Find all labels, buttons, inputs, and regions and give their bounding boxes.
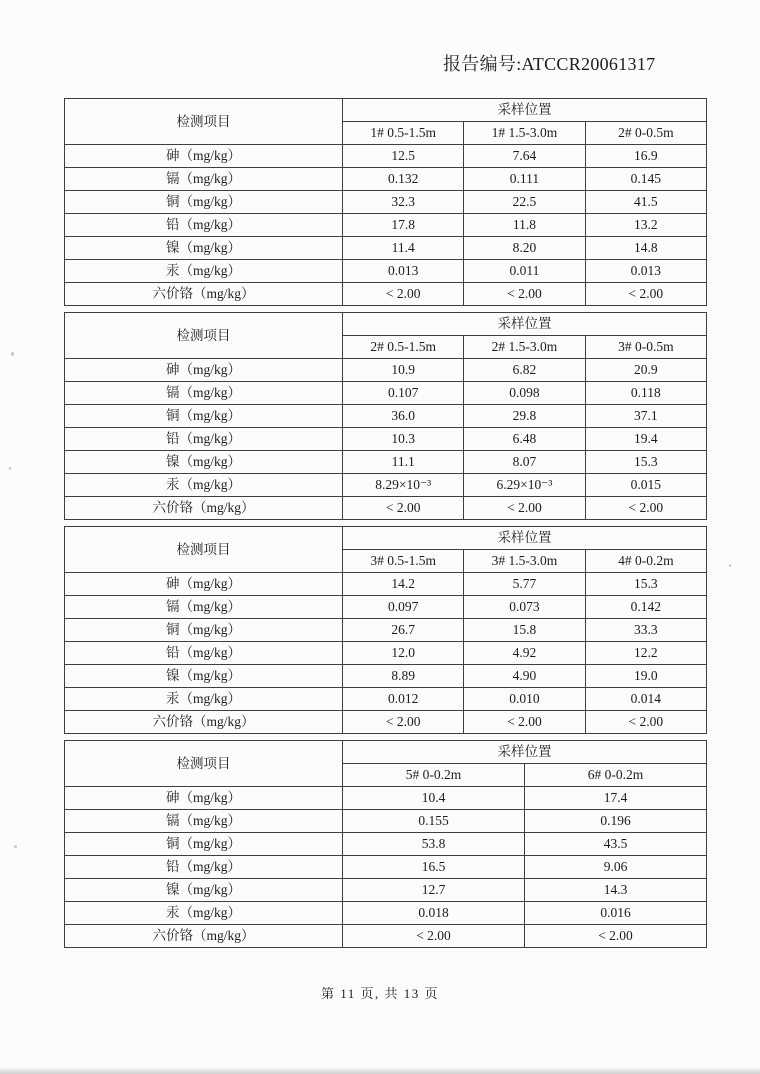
item-label-cell: 镉（mg/kg） (65, 810, 343, 833)
table-row (65, 688, 707, 711)
value-cell: 0.014 (585, 688, 706, 711)
value-cell: 4.90 (464, 665, 585, 688)
value-cell: 11.8 (464, 214, 585, 237)
value-cell: 10.4 (343, 787, 525, 810)
value-cell: 43.5 (525, 833, 707, 856)
sample-table-3 (64, 526, 707, 734)
scan-speckle (14, 845, 17, 848)
column-header-cell: 3# 0.5-1.5m (343, 550, 464, 573)
item-label-cell: 六价铬（mg/kg） (65, 283, 343, 306)
sample-table-4 (64, 740, 707, 948)
value-cell: 8.20 (464, 237, 585, 260)
value-cell: < 2.00 (464, 283, 585, 306)
value-cell: < 2.00 (343, 711, 464, 734)
value-cell: 0.155 (343, 810, 525, 833)
tables-container (64, 98, 707, 954)
item-label-cell: 铜（mg/kg） (65, 191, 343, 214)
value-cell: 12.2 (585, 642, 706, 665)
value-cell: < 2.00 (585, 497, 706, 520)
scan-speckle (11, 352, 14, 356)
value-cell: 19.0 (585, 665, 706, 688)
item-header-cell: 检测项目 (65, 313, 343, 359)
value-cell: 10.9 (343, 359, 464, 382)
value-cell: 11.1 (343, 451, 464, 474)
table-header-row-1 (65, 527, 707, 550)
column-header-cell: 1# 0.5-1.5m (343, 122, 464, 145)
value-cell: 36.0 (343, 405, 464, 428)
value-cell: 0.118 (585, 382, 706, 405)
value-cell: 0.132 (343, 168, 464, 191)
value-cell: < 2.00 (525, 925, 707, 948)
item-label-cell: 镍（mg/kg） (65, 451, 343, 474)
table-row (65, 573, 707, 596)
item-header-cell: 检测项目 (65, 527, 343, 573)
value-cell: 0.111 (464, 168, 585, 191)
item-label-cell: 镉（mg/kg） (65, 168, 343, 191)
value-cell: 0.016 (525, 902, 707, 925)
value-cell: 12.0 (343, 642, 464, 665)
value-cell: 12.5 (343, 145, 464, 168)
table-row (65, 474, 707, 497)
item-label-cell: 汞（mg/kg） (65, 688, 343, 711)
table-header-row-1 (65, 99, 707, 122)
value-cell: 37.1 (585, 405, 706, 428)
column-header-cell: 2# 1.5-3.0m (464, 336, 585, 359)
item-label-cell: 铜（mg/kg） (65, 833, 343, 856)
value-cell: 8.89 (343, 665, 464, 688)
table-row (65, 405, 707, 428)
value-cell: 16.5 (343, 856, 525, 879)
item-label-cell: 铜（mg/kg） (65, 405, 343, 428)
table-row (65, 191, 707, 214)
value-cell: 14.3 (525, 879, 707, 902)
value-cell: 6.29×10⁻³ (464, 474, 585, 497)
value-cell: < 2.00 (585, 711, 706, 734)
item-label-cell: 汞（mg/kg） (65, 474, 343, 497)
item-header-cell: 检测项目 (65, 99, 343, 145)
value-cell: 14.2 (343, 573, 464, 596)
table-row (65, 451, 707, 474)
location-header-cell: 采样位置 (343, 527, 707, 550)
value-cell: 0.015 (585, 474, 706, 497)
table-row (65, 497, 707, 520)
column-header-cell: 2# 0.5-1.5m (343, 336, 464, 359)
column-header-cell: 3# 1.5-3.0m (464, 550, 585, 573)
item-label-cell: 砷（mg/kg） (65, 145, 343, 168)
value-cell: 0.196 (525, 810, 707, 833)
item-label-cell: 镍（mg/kg） (65, 879, 343, 902)
value-cell: 17.8 (343, 214, 464, 237)
item-label-cell: 镉（mg/kg） (65, 382, 343, 405)
value-cell: 0.073 (464, 596, 585, 619)
scan-edge-shadow (0, 1067, 760, 1074)
table-header-row-1 (65, 741, 707, 764)
value-cell: < 2.00 (585, 283, 706, 306)
value-cell: 53.8 (343, 833, 525, 856)
table-row (65, 810, 707, 833)
value-cell: 0.012 (343, 688, 464, 711)
scan-speckle (729, 564, 731, 567)
item-header-cell: 检测项目 (65, 741, 343, 787)
value-cell: 0.142 (585, 596, 706, 619)
table-row (65, 619, 707, 642)
value-cell: 0.107 (343, 382, 464, 405)
value-cell: 4.92 (464, 642, 585, 665)
value-cell: 12.7 (343, 879, 525, 902)
value-cell: < 2.00 (343, 283, 464, 306)
value-cell: < 2.00 (464, 497, 585, 520)
item-label-cell: 砷（mg/kg） (65, 787, 343, 810)
sample-table-2 (64, 312, 707, 520)
item-label-cell: 汞（mg/kg） (65, 902, 343, 925)
value-cell: 6.82 (464, 359, 585, 382)
table-row (65, 787, 707, 810)
value-cell: 0.145 (585, 168, 706, 191)
item-label-cell: 铜（mg/kg） (65, 619, 343, 642)
value-cell: 15.8 (464, 619, 585, 642)
value-cell: 15.3 (585, 451, 706, 474)
table-row (65, 382, 707, 405)
table-row (65, 642, 707, 665)
table-row (65, 856, 707, 879)
table-row (65, 145, 707, 168)
column-header-cell: 5# 0-0.2m (343, 764, 525, 787)
location-header-cell: 采样位置 (343, 313, 707, 336)
column-header-cell: 2# 0-0.5m (585, 122, 706, 145)
table-row (65, 596, 707, 619)
item-label-cell: 汞（mg/kg） (65, 260, 343, 283)
table-row (65, 711, 707, 734)
item-label-cell: 镍（mg/kg） (65, 237, 343, 260)
item-label-cell: 六价铬（mg/kg） (65, 497, 343, 520)
value-cell: < 2.00 (343, 497, 464, 520)
table-row (65, 283, 707, 306)
item-label-cell: 铅（mg/kg） (65, 214, 343, 237)
table-row (65, 925, 707, 948)
table-row (65, 833, 707, 856)
report-number: 报告编号:ATCCR20061317 (443, 54, 656, 74)
value-cell: 9.06 (525, 856, 707, 879)
value-cell: 17.4 (525, 787, 707, 810)
value-cell: 29.8 (464, 405, 585, 428)
table-row (65, 879, 707, 902)
table-row (65, 260, 707, 283)
column-header-cell: 6# 0-0.2m (525, 764, 707, 787)
table-row (65, 168, 707, 191)
value-cell: 0.010 (464, 688, 585, 711)
scan-speckle (9, 467, 11, 470)
column-header-cell: 3# 0-0.5m (585, 336, 706, 359)
value-cell: 6.48 (464, 428, 585, 451)
value-cell: 11.4 (343, 237, 464, 260)
value-cell: 8.29×10⁻³ (343, 474, 464, 497)
page-footer: 第 11 页, 共 13 页 (320, 986, 440, 1001)
value-cell: 0.098 (464, 382, 585, 405)
item-label-cell: 砷（mg/kg） (65, 359, 343, 382)
value-cell: 16.9 (585, 145, 706, 168)
value-cell: 20.9 (585, 359, 706, 382)
value-cell: < 2.00 (464, 711, 585, 734)
table-row (65, 214, 707, 237)
column-header-cell: 1# 1.5-3.0m (464, 122, 585, 145)
item-label-cell: 六价铬（mg/kg） (65, 925, 343, 948)
value-cell: 8.07 (464, 451, 585, 474)
table-row (65, 428, 707, 451)
item-label-cell: 铅（mg/kg） (65, 428, 343, 451)
value-cell: 0.013 (343, 260, 464, 283)
location-header-cell: 采样位置 (343, 99, 707, 122)
value-cell: 14.8 (585, 237, 706, 260)
table-header-row-1 (65, 313, 707, 336)
table-row (65, 359, 707, 382)
item-label-cell: 铅（mg/kg） (65, 856, 343, 879)
value-cell: 26.7 (343, 619, 464, 642)
item-label-cell: 镉（mg/kg） (65, 596, 343, 619)
item-label-cell: 铅（mg/kg） (65, 642, 343, 665)
value-cell: 5.77 (464, 573, 585, 596)
value-cell: 22.5 (464, 191, 585, 214)
value-cell: 33.3 (585, 619, 706, 642)
value-cell: 0.097 (343, 596, 464, 619)
value-cell: 13.2 (585, 214, 706, 237)
sample-table-1 (64, 98, 707, 306)
item-label-cell: 镍（mg/kg） (65, 665, 343, 688)
value-cell: 32.3 (343, 191, 464, 214)
column-header-cell: 4# 0-0.2m (585, 550, 706, 573)
value-cell: 41.5 (585, 191, 706, 214)
value-cell: 19.4 (585, 428, 706, 451)
value-cell: 0.011 (464, 260, 585, 283)
item-label-cell: 砷（mg/kg） (65, 573, 343, 596)
value-cell: 0.013 (585, 260, 706, 283)
value-cell: 10.3 (343, 428, 464, 451)
item-label-cell: 六价铬（mg/kg） (65, 711, 343, 734)
value-cell: 0.018 (343, 902, 525, 925)
value-cell: < 2.00 (343, 925, 525, 948)
table-row (65, 665, 707, 688)
table-row (65, 237, 707, 260)
table-row (65, 902, 707, 925)
value-cell: 7.64 (464, 145, 585, 168)
value-cell: 15.3 (585, 573, 706, 596)
location-header-cell: 采样位置 (343, 741, 707, 764)
